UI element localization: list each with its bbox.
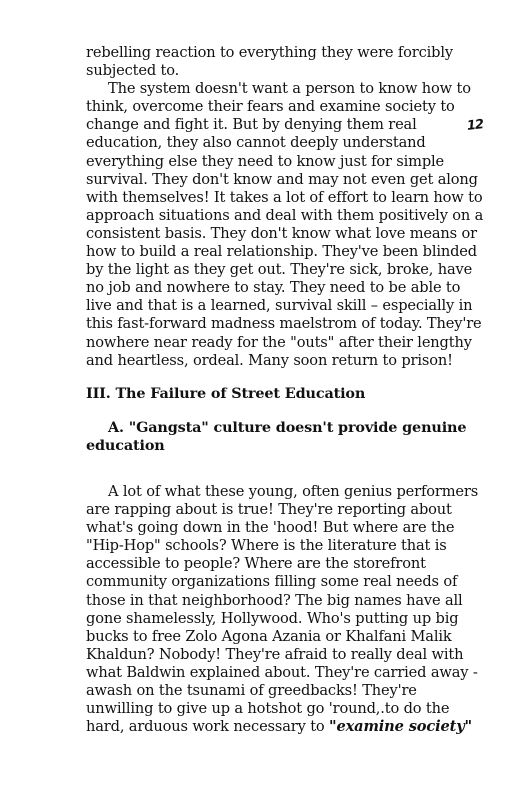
paragraph-continuation — [86, 44, 500, 80]
emphasized-text: "examine society" — [329, 718, 472, 736]
text-line: what Baldwin explained about. They're carried away - — [86, 663, 478, 681]
text-line: with themselves! It takes a lot of effort to learn how to — [86, 188, 483, 206]
text-line: those in that neighborhood? The big names have all — [86, 591, 463, 609]
text-line: this fast-forward madness maelstrom of today. They're — [86, 315, 482, 333]
text-line: A lot of what these young, often genius performers — [108, 482, 479, 500]
text-line: no job and nowhere to stay. They need to be able to — [86, 279, 461, 297]
text-line: bucks to free Zolo Agona Azania or Khalfani Malik — [86, 627, 452, 645]
text-line: accessible to people? Where are the storefront — [86, 555, 426, 573]
text-fragment: hard, arduous work necessary to — [86, 718, 330, 736]
text-line: consistent basis. They don't know what love means or — [86, 224, 477, 242]
text-line: and heartless, ordeal. Many soon return to prison! — [86, 351, 453, 369]
text-line: change and fight it. But by denying them real — [86, 116, 417, 134]
subsection-heading-line: education — [86, 436, 165, 454]
text-line: gone shamelessly, Hollywood. Who's putting up big — [86, 609, 459, 627]
section-heading: III. The Failure of Street Education — [86, 384, 366, 402]
text-line: are rapping about is true! They're reporting about — [86, 501, 452, 519]
text-line: everything else they need to know just for simple — [86, 152, 445, 170]
text-line: The system doesn't want a person to know how to — [108, 80, 471, 98]
text-line: approach situations and deal with them positively on a — [86, 206, 484, 224]
text-line: think, overcome their fears and examine society to — [86, 98, 455, 116]
text-line: nowhere near ready for the "outs" after their lengthy — [86, 333, 472, 351]
handwritten-page-number: 12 — [466, 117, 484, 134]
text-line — [86, 718, 500, 736]
text-line: education, they also cannot deeply understand — [86, 134, 426, 152]
text-line: live and that is a learned, survival skill – especially in — [86, 297, 473, 315]
text-line: awash on the tsunami of greedbacks! They're — [86, 682, 417, 699]
paragraph-system — [86, 80, 500, 370]
text-line: "Hip-Hop" schools? Where is the literature that is — [86, 537, 447, 555]
document-page — [86, 44, 500, 736]
text-line: how to build a real relationship. They've been blinded — [86, 243, 477, 261]
text-line: by the light as they get out. They're sick, broke, have — [86, 261, 473, 279]
subsection-heading — [86, 419, 500, 455]
text-line: community organizations filling some real needs of — [86, 573, 458, 591]
paragraph-gangsta — [86, 483, 500, 736]
subsection-heading-line: A. "Gangsta" culture doesn't provide genuine — [108, 418, 467, 436]
text-line: what's going down in the 'hood! But where are the — [86, 519, 455, 537]
text-line: unwilling to give up a hotshot go 'round,.to do the — [86, 700, 450, 718]
text-line: survival. They don't know and may not even get along — [86, 170, 478, 188]
text-line: Khaldun? Nobody! They're afraid to really deal with — [86, 645, 464, 663]
text-line: subjected to. — [86, 62, 180, 80]
text-line: rebelling reaction to everything they were forcibly — [86, 44, 453, 61]
